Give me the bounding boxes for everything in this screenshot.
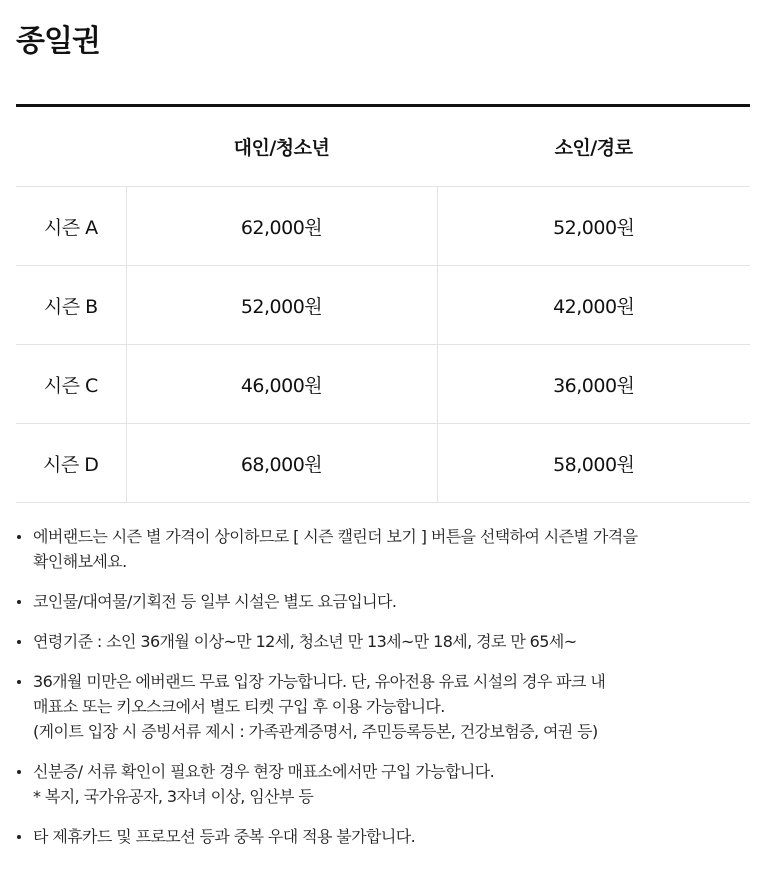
note-text: 신분증/ 서류 확인이 필요한 경우 현장 매표소에서만 구입 가능합니다. bbox=[33, 762, 495, 781]
season-label: 시즌 C bbox=[16, 345, 126, 424]
adult-price: 62,000원 bbox=[126, 187, 437, 266]
note-text: 코인물/대여물/기획전 등 일부 시설은 별도 요금입니다. bbox=[33, 592, 397, 611]
note-text: 확인해보세요. bbox=[33, 552, 127, 571]
child-price: 58,000원 bbox=[437, 424, 750, 503]
note-age-criteria bbox=[16, 629, 756, 654]
season-label: 시즌 B bbox=[16, 266, 126, 345]
adult-price: 52,000원 bbox=[126, 266, 437, 345]
page-title: 종일권 bbox=[16, 24, 100, 59]
note-separate-fee bbox=[16, 589, 756, 614]
price-table bbox=[16, 104, 750, 503]
note-text: * 복지, 국가유공자, 3자녀 이상, 임산부 등 bbox=[33, 787, 314, 806]
header-child-senior: 소인/경로 bbox=[437, 106, 750, 187]
child-price: 52,000원 bbox=[437, 187, 750, 266]
note-text: 연령기준 : 소인 36개월 이상~만 12세, 청소년 만 13세~만 18세, 경로 만 65세~ bbox=[33, 632, 577, 651]
adult-price: 68,000원 bbox=[126, 424, 437, 503]
note-infant-free bbox=[16, 669, 756, 744]
note-text: 에버랜드는 시즌 별 가격이 상이하므로 [ 시즌 캘린더 보기 ] 버튼을 선택하여 시즌별 가격을 bbox=[33, 527, 638, 546]
season-label: 시즌 D bbox=[16, 424, 126, 503]
note-text: 타 제휴카드 및 프로모션 등과 중복 우대 적용 불가합니다. bbox=[33, 827, 416, 846]
note-text: (게이트 입장 시 증빙서류 제시 : 가족관계증명서, 주민등록등본, 건강보험증, 여권 등) bbox=[33, 722, 598, 741]
table-row bbox=[16, 266, 750, 345]
note-id-check bbox=[16, 759, 756, 809]
child-price: 42,000원 bbox=[437, 266, 750, 345]
table-row bbox=[16, 187, 750, 266]
season-label: 시즌 A bbox=[16, 187, 126, 266]
table-row bbox=[16, 424, 750, 503]
note-season-price bbox=[16, 524, 756, 574]
table-row bbox=[16, 345, 750, 424]
notes-list bbox=[16, 524, 756, 864]
header-adult-youth: 대인/청소년 bbox=[126, 106, 437, 187]
note-text: 매표소 또는 키오스크에서 별도 티켓 구입 후 이용 가능합니다. bbox=[33, 697, 445, 716]
adult-price: 46,000원 bbox=[126, 345, 437, 424]
header-season bbox=[16, 106, 126, 187]
note-text: 36개월 미만은 에버랜드 무료 입장 가능합니다. 단, 유아전용 유료 시설의 경우 파크 내 bbox=[33, 672, 606, 691]
note-no-duplicate-discount bbox=[16, 824, 756, 849]
child-price: 36,000원 bbox=[437, 345, 750, 424]
table-header-row bbox=[16, 106, 750, 187]
